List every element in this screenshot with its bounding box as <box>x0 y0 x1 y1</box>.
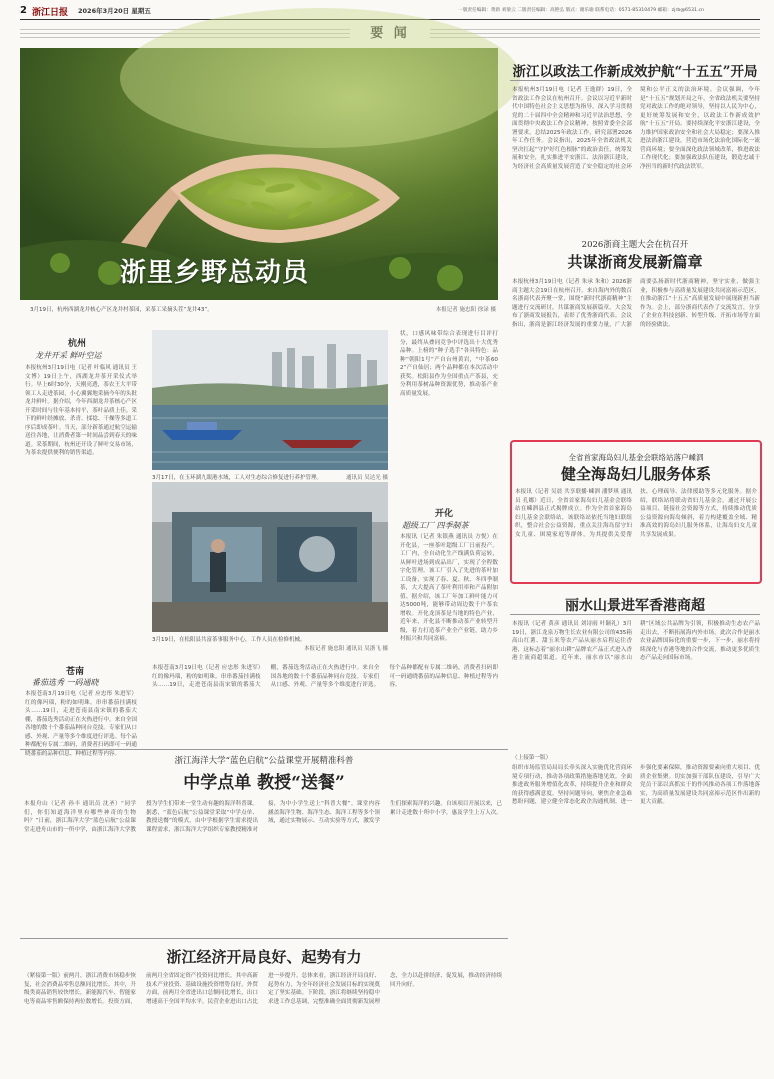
editor-info: 一版责任编辑：黄新 刘梁云 二版责任编辑：高艳弘 版式：谢乐瑜 联系电话：0571-85310479 邮箱：zjrb@6531.cn <box>458 8 705 13</box>
article-a-rule <box>510 80 760 81</box>
article-e-body: 本报舟山（记者 孙丰 通讯员 沈圣）“同学们，你们知道海洋里有哪些神奇的生物吗？”日前，浙江海洋大学“蓝色启航”公益课堂走进舟山市的一所中学，由浙江海洋大学教授为学生们带来一堂生动有趣的海洋科普课。据悉，“蓝色启航”公益课堂采取“中学点单、教授送餐”的模式，由中学根据学生需求提出课程需求，浙江海洋大学组织专家教授精准对接，为中小学生送上“科普大餐”。课堂内容涵盖海洋生物、海洋生态、海洋工程等多个领域，通过实物展示、互动实验等方式，激发学生们探索海洋的兴趣。自该项目开展以来，已累计走进数十所中小学，惠及学生上万人次。 <box>24 801 502 833</box>
kaihua-place: 开化 <box>435 509 454 519</box>
article-b-headline: 共谋浙商发展新篇章 <box>567 253 703 271</box>
article-g-headline: 浙江经济开局良好、起势有力 <box>166 948 362 966</box>
lower-photo-caption: 3月19日，在松阳县共富茶事服务中心，工作人员在检修机械。 <box>152 637 306 643</box>
mid-column-text: 状，口感风味带综合表现进行目评打分，最终从叠同竞争中评选出十大优秀品种。上榜的“种子选手”各具特色：品种“朝阳1号”产自台州黄岩，“中茶602”产自仙居；两个品种都在本次活动中获奖。松阳县作为全国重点产茶县，充分利用茶树品种资源优势，推动茶产业高质量发展。 <box>400 331 498 397</box>
middle-band-rule <box>20 749 508 750</box>
cangnan-continued: 本报苍南3月19日电（记者 应忠彤 朱进军）红的像玛瑙，粉的如明珠。串串番茄挂满枝头……19日，走进苍南县南宋镇的番茄大棚，番茄选秀活动正在火热进行中。来自全国各地的数十个番茄品种同台竞技。专家们从口感、外观、产量等多个维度进行评选。每个品种都配有专属二维码，消费者扫码即可一码通晓番茄的品种信息、种植过程等内容。 <box>152 665 498 688</box>
article-c-headline: 健全海岛妇儿服务体系 <box>560 465 711 483</box>
lower-photo-credit: 本报记者 施忠阳 通讯员 吴浙飞 摄 <box>304 646 388 652</box>
mid-photo-caption: 3月17日，在玉环湖九眼港水域，工人对生态综合修复进行养护管理。 <box>152 475 323 481</box>
article-d-rule <box>510 614 760 615</box>
lower-photo <box>152 482 388 632</box>
cangnan-subhead: 番茄选秀 一码通晓 <box>32 678 99 687</box>
article-e-headline: 中学点单 教授“送餐” <box>183 773 345 793</box>
mid-photo <box>152 330 388 470</box>
article-c-box <box>510 440 762 584</box>
article-c-kicker: 全省首家海岛妇儿基金会联络站落户嵊泗 <box>568 453 704 462</box>
hangzhou-subhead: 龙井开采 鲜叶空运 <box>35 351 102 360</box>
cangnan-place: 苍南 <box>66 667 85 677</box>
factory-machine-image <box>152 482 388 632</box>
article-g-body: （紧接第一版）前两月，浙江消费市场稳步恢复，社会消费品零售总额同比增长。其中，升级类商品销售较快增长，新能源汽车、智能家电等商品零售额保持两位数增长。投资方面，前两月全省固定资产投资同比增长，其中高新技术产业投资、基础设施投资增势良好。外贸方面，前两月全省进出口总额同比增长，出口增速高于全国平均水平，民营企业进出口占比进一步提升。总体来看，浙江经济开局良好、起势有力，为全年经济社会发展目标的实现奠定了坚实基础。下阶段，浙江将继续坚持稳中求进工作总基调，完整准确全面贯彻新发展理念，全力以赴拼经济、促发展，推动经济持续回升向好。 <box>24 973 502 1005</box>
river-boat-image <box>152 330 388 470</box>
article-b-body: 本报杭州3月19日电（记者 朱承 朱和）2026浙商主题大会19日在杭州召开。来自海内外的数百名浙商代表齐聚一堂，围绕“新时代浙商精神”主题进行交流研讨，共谋浙商发展新篇章。大会发布了浙商发展报告，表彰了优秀浙商代表。会议指出，浙商是浙江经济发展的重要力量，广大浙商要弘扬新时代浙商精神，坚守实业、做强主业，积极参与高质量发展建设共同富裕示范区，在推动浙江“十五五”高质量发展中展现新担当新作为。会上，部分浙商代表作了交流发言，分享了企业在科技创新、转型升级、开拓市场等方面的经验做法。 <box>512 279 760 328</box>
photo-headline: 浙里乡野总动员 <box>120 258 310 288</box>
cangnan-body: 本报苍南3月19日电（记者 应忠彤 朱进军）红的像玛瑙，粉的如明珠。串串番茄挂满枝头……19日，走进苍南县南宋镇的番茄大棚，番茄选秀活动正在火热进行中。来自全国各地的数十个番茄品种同台竞技。专家们从口感、外观、产量等多个维度进行评选。每个品种都配有专属二维码，消费者扫码即可一码通晓番茄的品种信息、种植过程等内容。 <box>25 691 137 757</box>
top-photo <box>20 48 498 300</box>
kaihua-subhead: 超级工厂 四季制茶 <box>402 521 469 530</box>
article-a-body: 本报杭州3月19日电（记者 王逸群）19日，全省政法工作会议在杭州召开。会议以习近平新时代中国特色社会主义思想为指导，深入学习贯彻党的二十届四中全会精神和习近平法治思想，全面贯彻中央政法工作会议精神，按照省委全会部署要求，总结2025年政法工作，研究部署2026年工作任务。会议指出，2025年全省政法机关坚决扛起“守护好红色根脉”的政治责任，统筹发展和安全，扎实推进平安浙江、法治浙江建设，为经济社会高质量发展营造了安全稳定的社会环境和公平正义的法治环境。会议强调，今年是“十五五”规划开局之年，全省政法机关要坚持党对政法工作的绝对领导，坚持以人民为中心，更好统筹发展和安全，以政法工作新成效护航“十五五”开局。要持续深化平安浙江建设，全力维护国家政治安全和社会大局稳定；要深入推进法治浙江建设，营造市场化法治化国际化一流营商环境；要全面深化政法领域改革，推进政法工作现代化；要加强政法队伍建设，锻造忠诚干净担当的新时代政法铁军。 <box>512 87 760 170</box>
bottom-band-rule <box>20 938 508 939</box>
article-e-kicker: 浙江海洋大学“蓝色启航”公益课堂开展精准科普 <box>174 756 354 766</box>
top-photo-caption: 3月19日，杭州西湖龙井核心产区龙井村茶园，采茶工采摘头茬“龙井43”。 <box>30 307 213 313</box>
article-d-headline: 丽水山景进军香港商超 <box>565 598 705 614</box>
hangzhou-body: 本报杭州3月19日电（记者 叶临风 通讯员 王文博）19日上午，西湖龙井茶开采仪式举行。早上6时30分，天刚亮透，茶农王大平带领工人走进茶园，小心翼翼地采摘今年的头批龙井鲜叶。据介绍，今年西湖龙井茶核心产区开采时间与往年基本持平，茶叶品质上佳。采下的鲜叶经摊放、杀青、揉捻、干燥等多道工序后即成茶叶。当天，部分新茶通过航空运输送往各地，让消费者第一时间品尝到春天的味道。采茶期间，杭州还开设了鲜叶交易市场，为茶农提供便利的销售渠道。 <box>25 365 137 456</box>
article-a-headline: 浙江以政法工作新成效护航“十五五”开局 <box>512 64 758 80</box>
hangzhou-place: 杭州 <box>68 339 87 349</box>
mid-photo-credit: 通讯员 吴达光 摄 <box>346 475 388 481</box>
article-f-body: 组织市场监管局局局长牵头深入实施优化营商环境专项行动，推动各项政策措施落地见效。全面推进政务服务增值化改革，持续提升企业和群众的获得感满意度。坚持问题导向，聚焦企业急难愁盼问题，建立健全常态化政企沟通机制。进一步强化要素保障，推动资源要素向重大项目、优质企业集聚。切实加强干部队伍建设，引导广大党员干部以真抓实干的作风推动各项工作落地落实，为高质量发展建设共同富裕示范区作出新的更大贡献。 <box>512 765 760 805</box>
article-d-body: 本报讯（记者 黄彦 通讯员 刘诗雨 叶颖礼）3月19日，浙江龙泉万物生长农业有限公司的435箱高山红薯、甜玉米等农产品从丽水启程运往香港，这标志着“丽水山耕”品牌农产品正式进入香港主流商超渠道。近年来，丽水市以“丽水山耕”区域公共品牌为引领，积极推动生态农产品走出去，不断拓展海内外市场。此次合作是丽水农业品牌国际化的重要一步，下一步，丽水将持续深化与香港等地的合作交流，推动更多优质生态产品走向国际市场。 <box>512 621 760 661</box>
newspaper-name: 浙江日报 <box>32 8 69 18</box>
issue-date: 2026年3月20日 星期五 <box>78 7 151 15</box>
kaihua-body: 本报讯（记者 朱银燕 通讯员 方悦）在开化县，一座茶叶超级工厂日前投产。工厂内，全自动化生产线满负荷运转，从鲜叶进场到成品出厂，实现了全程数字化管理。该工厂引入了先进的茶叶加工设备，实现了春、夏、秋、冬四季制茶，大大提高了茶叶利用率和产品附加值。据介绍，该工厂年加工鲜叶能力可达5000吨，能够带动周边数千户茶农增收。开化龙顶茶是当地的特色产业，近年来，开化县不断推动茶产业转型升级，着力打造茶产业全产业链，助力乡村振兴和共同富裕。 <box>400 534 498 642</box>
section-title: 要 闻 <box>370 26 410 41</box>
article-c-body: 本报讯（记者 吴晨 共享联播·嵊泗 潘梦琪 通讯员 孔娜）近日，全省首家海岛妇儿基金会联络站在嵊泗县正式揭牌成立。作为全省首家海岛妇儿基金会联络站，该联络站依托当地妇联组织，整合社会公益资源，重点关注海岛留守妇女儿童、困境家庭等群体，为其提供关爱帮扶、心理疏导、法律援助等多元化服务。据介绍，联络站将联动省妇儿基金会，通过开展公益项目、链接社会资源等方式，持续推动优质公益资源向海岛倾斜，着力构建覆盖全域、精准高效的海岛妇儿服务体系，让海岛妇女儿童共享发展成果。 <box>515 489 757 538</box>
article-f-kicker: （上接第一版） <box>512 755 552 761</box>
page-number: 2 <box>20 5 27 16</box>
article-b-kicker: 2026浙商主题大会在杭召开 <box>581 240 689 250</box>
top-photo-credit: 本报记者 施忠阳 徐渌 摄 <box>435 307 496 313</box>
